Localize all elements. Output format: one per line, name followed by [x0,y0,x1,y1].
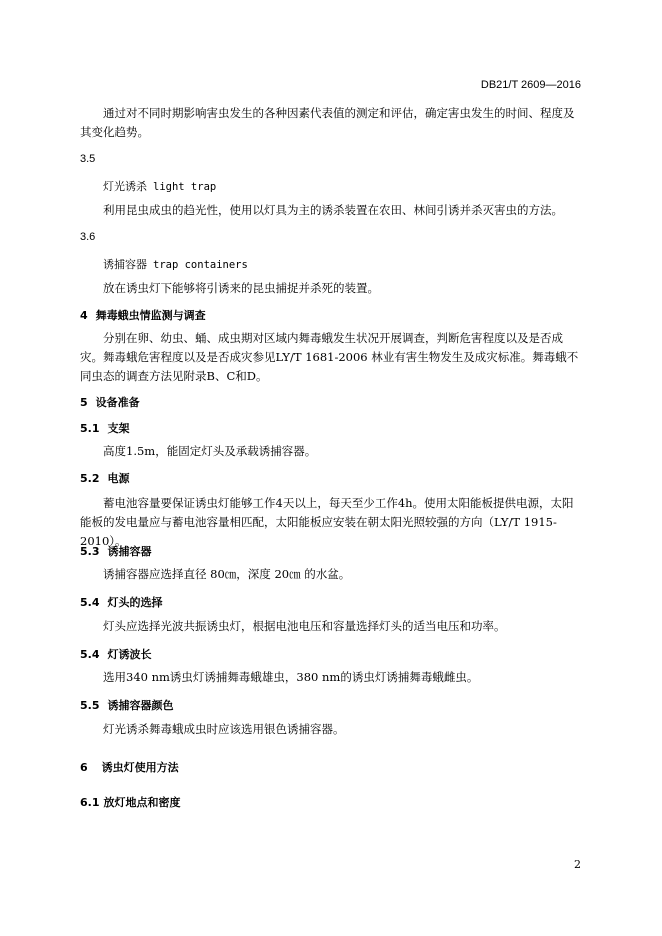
subsection-title: 支架 [107,422,130,435]
subsection-number: 5.5 [80,699,100,712]
section-number: 4 [80,309,88,322]
term-definition: 利用昆虫成虫的趋光性，使用以灯具为主的诱杀装置在农田、林间引诱并杀灭害虫的方法。 [103,203,563,217]
subsection-paragraph: 蓄电池容量要保证诱虫灯能够工作4天以上，每天至少工作4h。使用太阳能板提供电源，太阳能板的发电量应与蓄电池容量相匹配，太阳能板应安装在朝太阳光照较强的方向（LY/T 1915-2010）。 [80,496,574,548]
subsection-number: 6.1 [80,796,100,809]
section-heading [80,394,140,410]
subsection-paragraph: 灯头应选择光波共振诱虫灯，根据电池电压和容量选择灯头的适当电压和功率。 [103,619,506,633]
subsection-title: 灯诱波长 [107,648,152,661]
subsection-paragraph: 选用340 nm诱虫灯诱捕舞毒蛾雄虫，380 nm的诱虫灯诱捕舞毒蛾雌虫。 [103,670,479,684]
subsection-number: 5.3 [80,545,100,558]
section-number: 5 [80,396,88,409]
standard-number: DB21/T 2609—2016 [480,79,581,91]
subsection-heading [80,697,174,713]
section-heading [80,759,179,775]
subsection-heading [80,794,181,810]
subsection-number: 5.4 [80,648,100,661]
section-title: 舞毒蛾虫情监测与调查 [95,309,206,322]
subsection-paragraph: 诱捕容器应选择直径 80㎝，深度 20㎝ 的水盆。 [103,567,351,581]
term-number: 3.5 [80,153,96,165]
subsection-heading [80,420,130,436]
subsection-number: 5.2 [80,472,100,485]
subsection-heading [80,470,130,486]
subsection-number: 5.1 [80,422,100,435]
term-zh: 诱捕容器 [103,258,147,271]
subsection-title: 放灯地点和密度 [103,796,181,809]
term-number: 3.6 [80,231,96,243]
term-zh: 灯光诱杀 [103,180,147,193]
term-heading [103,256,248,272]
subsection-heading [80,543,152,559]
subsection-paragraph: 高度1.5m，能固定灯头及承载诱捕容器。 [103,444,317,458]
subsection-title: 灯头的选择 [107,596,163,609]
section-heading [80,307,206,323]
section-number: 6 [80,761,88,774]
subsection-title: 电源 [107,472,130,485]
intro-paragraph: 通过对不同时期影响害虫发生的各种因素代表值的测定和评估，确定害虫发生的时间、程度及其变化趋势。 [80,106,575,139]
term-en: light trap [153,181,217,193]
subsection-title: 诱捕容器颜色 [107,699,174,712]
subsection-heading [80,646,152,662]
subsection-title: 诱捕容器 [107,545,152,558]
section-paragraph: 分别在卵、幼虫、蛹、成虫期对区域内舞毒蛾发生状况开展调查，判断危害程度以及是否成灾。舞毒蛾危害程度以及是否成灾参见LY/T 1681-2006 林业有害生物发生及成灾标准。舞毒蛾不同虫态的调查方法见附录B、C和D。 [80,331,579,383]
section-title: 设备准备 [95,396,140,409]
section-title: 诱虫灯使用方法 [101,761,179,774]
subsection-paragraph: 灯光诱杀舞毒蛾成虫时应该选用银色诱捕容器。 [103,722,345,736]
page-number: 2 [574,858,581,871]
subsection-heading [80,594,163,610]
term-definition: 放在诱虫灯下能够将引诱来的昆虫捕捉并杀死的装置。 [103,281,379,295]
subsection-number: 5.4 [80,596,100,609]
term-en: trap containers [153,259,248,271]
term-heading [103,178,216,194]
